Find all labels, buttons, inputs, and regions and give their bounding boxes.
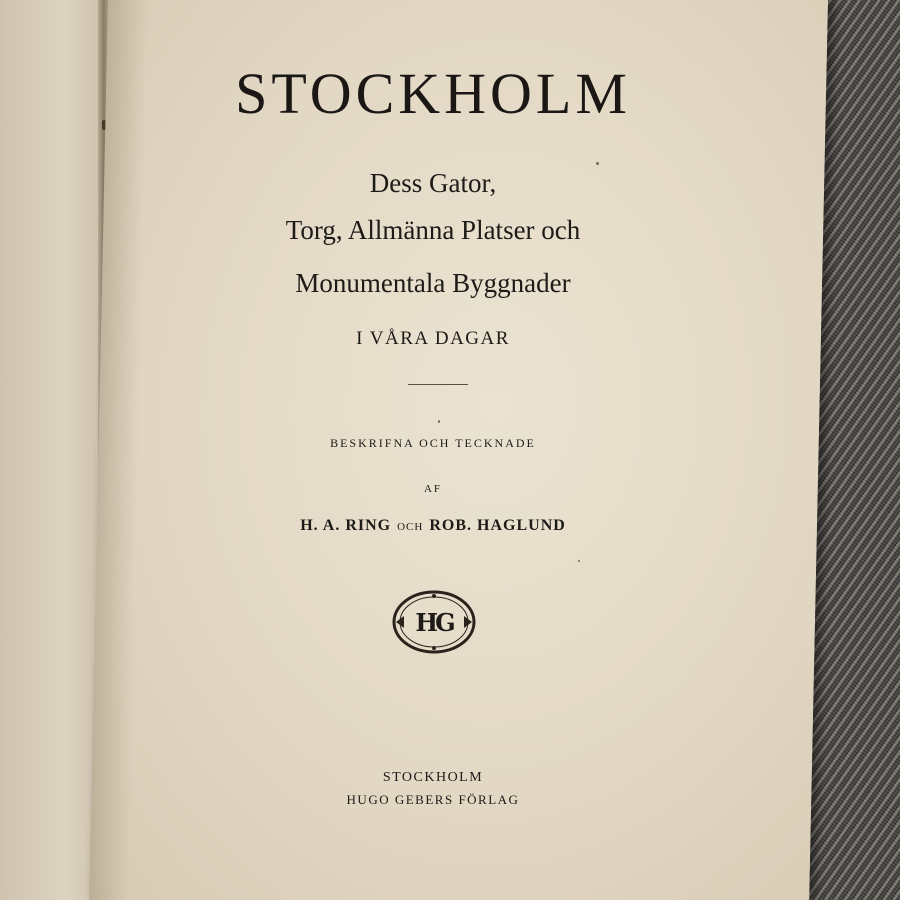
- paper-speck: [578, 560, 580, 562]
- paper-speck: [438, 420, 440, 423]
- author-conjunction: OCH: [397, 521, 424, 533]
- monogram-text: HG: [415, 608, 453, 637]
- book-title: STOCKHOLM: [235, 61, 631, 126]
- by-line: AF: [423, 483, 443, 495]
- author-2: ROB. HAGLUND: [429, 517, 566, 534]
- subtitle-line-1: Dess Gator,: [369, 168, 497, 198]
- divider-rule: [408, 384, 468, 385]
- subtitle-line-2: Torg, Allmänna Platser och: [285, 215, 581, 245]
- publisher-monogram-emblem: [392, 590, 476, 654]
- authors-line: [108, 517, 758, 535]
- subtitle-line-3: Monumentala Byggnader: [295, 268, 571, 298]
- author-1: H. A. RING: [300, 517, 392, 534]
- imprint-publisher: HUGO GEBERS FÖRLAG: [346, 792, 520, 807]
- paper-speck: [596, 162, 599, 165]
- title-page-content: [108, 0, 758, 900]
- description-line: BESKRIFNA OCH TECKNADE: [330, 436, 536, 450]
- subtitle-line-4: I VÅRA DAGAR: [356, 328, 510, 349]
- imprint-city: STOCKHOLM: [382, 770, 484, 785]
